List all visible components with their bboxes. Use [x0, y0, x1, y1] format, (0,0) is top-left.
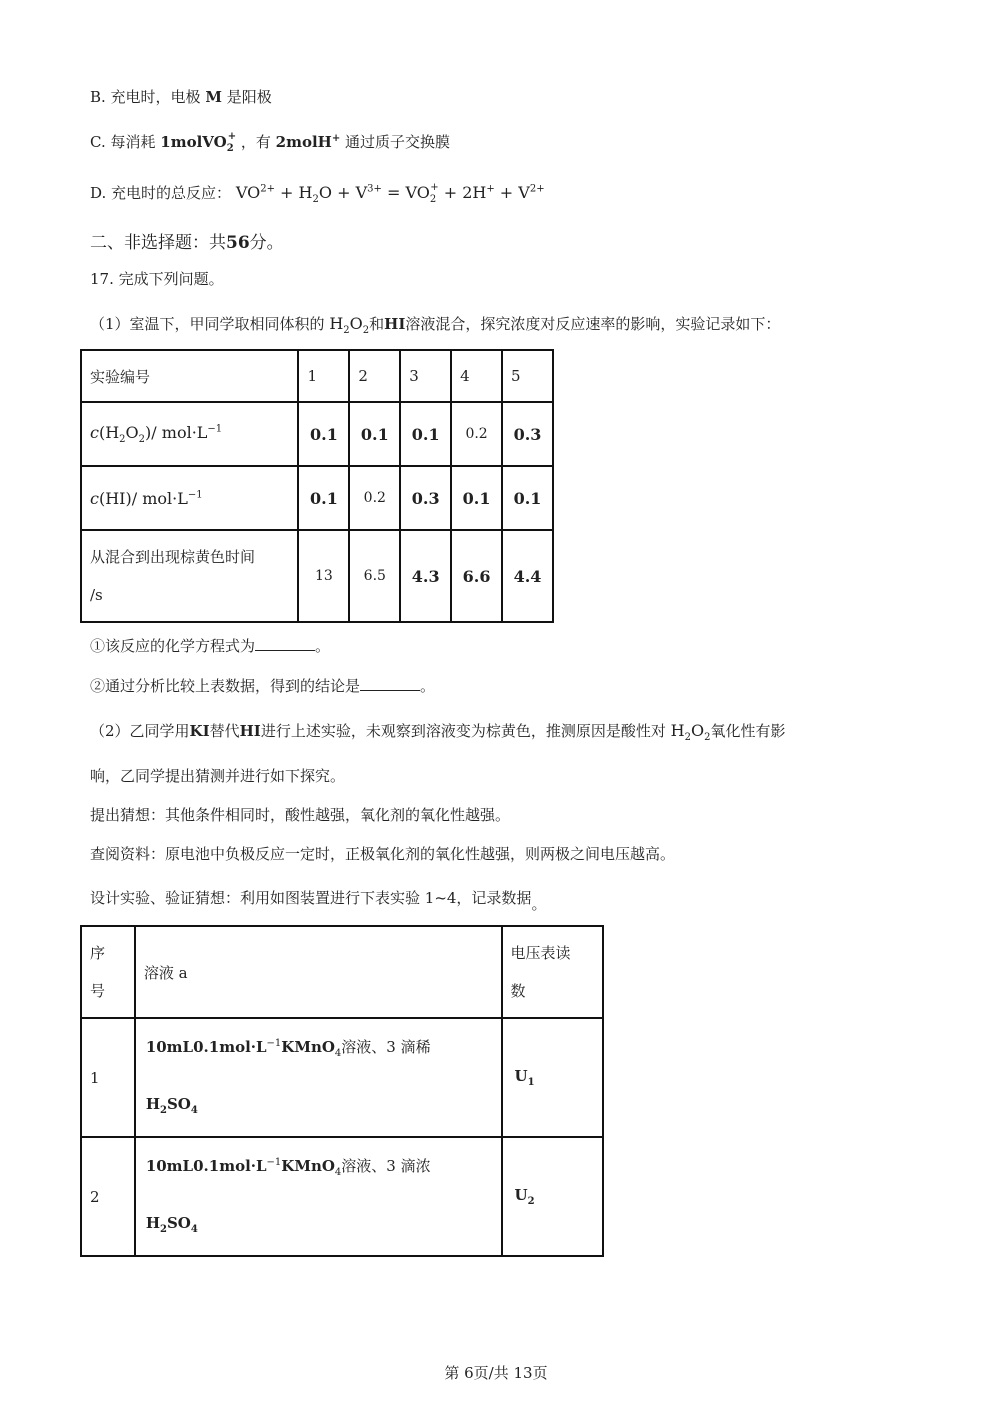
- h2o2-formula: $H_2O_2$: [670, 721, 711, 744]
- option-b-suffix: 是阳极: [226, 88, 272, 106]
- table-cell: 0.1: [349, 402, 400, 466]
- table-cell: 6.6: [451, 530, 502, 622]
- page-footer: 第 6页/共 13页: [444, 1364, 548, 1382]
- header-voltmeter: 电压表读 数: [502, 926, 604, 1018]
- row-number: 2: [81, 1137, 135, 1256]
- table-cell: 0.1: [502, 466, 553, 530]
- sub-question-2: ②通过分析比较上表数据，得到的结论是 。: [90, 677, 436, 695]
- row-number: 1: [81, 1018, 135, 1137]
- table-cell: 0.1: [400, 402, 451, 466]
- table-row: [81, 1018, 603, 1137]
- table-cell: 0.2: [451, 402, 502, 466]
- answer-blank[interactable]: [360, 690, 420, 691]
- table-cell: 0.1: [451, 466, 502, 530]
- option-c-qty1: 1molVO$_2$+: [160, 131, 237, 154]
- hi-formula: HI: [384, 315, 406, 333]
- table-row-hi: [81, 466, 553, 530]
- header-solution: 溶液 a: [135, 926, 502, 1018]
- table-cell: 0.1: [298, 402, 349, 466]
- electrode-symbol: M: [205, 88, 222, 106]
- table-cell: 0.3: [400, 466, 451, 530]
- question-17: 17. 完成下列问题。: [90, 270, 224, 288]
- option-c-text: C. 每消耗: [90, 133, 156, 151]
- table-cell: 0.1: [298, 466, 349, 530]
- option-c-suffix: 通过质子交换膜: [345, 133, 451, 151]
- rate-experiment-table: [80, 349, 554, 623]
- row-label-time: 从混合到出现棕黄色时间 /s: [81, 530, 298, 622]
- table-row: [81, 1137, 603, 1256]
- table-row-h2o2: [81, 402, 553, 466]
- hypothesis: 提出猜想：其他条件相同时，酸性越强，氧化剂的氧化性越强。: [90, 806, 511, 824]
- exp-number: 4: [451, 350, 502, 402]
- exp-number: 2: [349, 350, 400, 402]
- design: 设计实验、验证猜想：利用如图装置进行下表实验 1~4，记录数据。: [90, 889, 547, 913]
- solution-cell: $10mL0.1mol\cdot L^{-1}KMnO_4$溶液、3 滴稀 $H_2SO_4$: [135, 1018, 502, 1137]
- voltage-cell: $U_2$: [502, 1137, 604, 1256]
- voltage-experiment-table: [80, 925, 604, 1257]
- option-c: C. 每消耗 1molVO$_2$+ ，有 2molH+ 通过质子交换膜: [90, 131, 451, 154]
- exp-number: 3: [400, 350, 451, 402]
- option-b: [90, 86, 272, 107]
- table-header-row: [81, 350, 553, 402]
- exp-number: 5: [502, 350, 553, 402]
- table-cell: 4.4: [502, 530, 553, 622]
- option-d: [90, 182, 545, 205]
- table-header-row: [81, 926, 603, 1018]
- table-cell: 0.2: [349, 466, 400, 530]
- table-cell: 0.3: [502, 402, 553, 466]
- voltage-cell: $U_1$: [502, 1018, 604, 1137]
- question-17-part2: （2）乙同学用KI替代HI进行上述实验，未观察到溶液变为棕黄色，推测原因是酸性对 $H_2O_2$氧化性有影: [90, 721, 786, 744]
- header-cell: 实验编号: [81, 350, 298, 402]
- row-label-hi: c(HI)/ $mol\cdot L^{-1}$: [81, 466, 298, 530]
- sub-question-1: ①该反应的化学方程式为 。: [90, 637, 331, 655]
- table-cell: 4.3: [400, 530, 451, 622]
- question-17-part2-cont: 响，乙同学提出猜测并进行如下探究。: [90, 767, 346, 785]
- table-cell: 6.5: [349, 530, 400, 622]
- table-row-time: [81, 530, 553, 622]
- question-17-part1: （1）室温下，甲同学取相同体积的 $H_2O_2$和HI溶液混合，探究浓度对反应速率的影响，实验记录如下：: [90, 314, 781, 337]
- table-cell: 13: [298, 530, 349, 622]
- option-d-text: D. 充电时的总反应：: [90, 184, 232, 202]
- section-heading: 二、非选择题：共56分。: [90, 233, 284, 253]
- exp-number: 1: [298, 350, 349, 402]
- row-label-h2o2: $c(H_2O_2)/$ $mol\cdot L^{-1}$: [81, 402, 298, 466]
- header-seq: 序 号: [81, 926, 135, 1018]
- solution-cell: $10mL0.1mol\cdot L^{-1}KMnO_4$溶液、3 滴浓 $H_2SO_4$: [135, 1137, 502, 1256]
- reference: 查阅资料：原电池中负极反应一定时，正极氧化剂的氧化性越强，则两极之间电压越高。: [90, 845, 676, 863]
- h2o2-formula: $H_2O_2$: [329, 314, 370, 337]
- option-c-qty2: 2molH+: [275, 133, 341, 151]
- answer-blank[interactable]: [255, 650, 315, 651]
- total-reaction-equation: $VO^{2+} + H_2O + V^{3+} = VO_2^+ + 2H^+ + V^{2+}$: [235, 181, 545, 206]
- option-b-text: B. 充电时，电极: [90, 88, 201, 106]
